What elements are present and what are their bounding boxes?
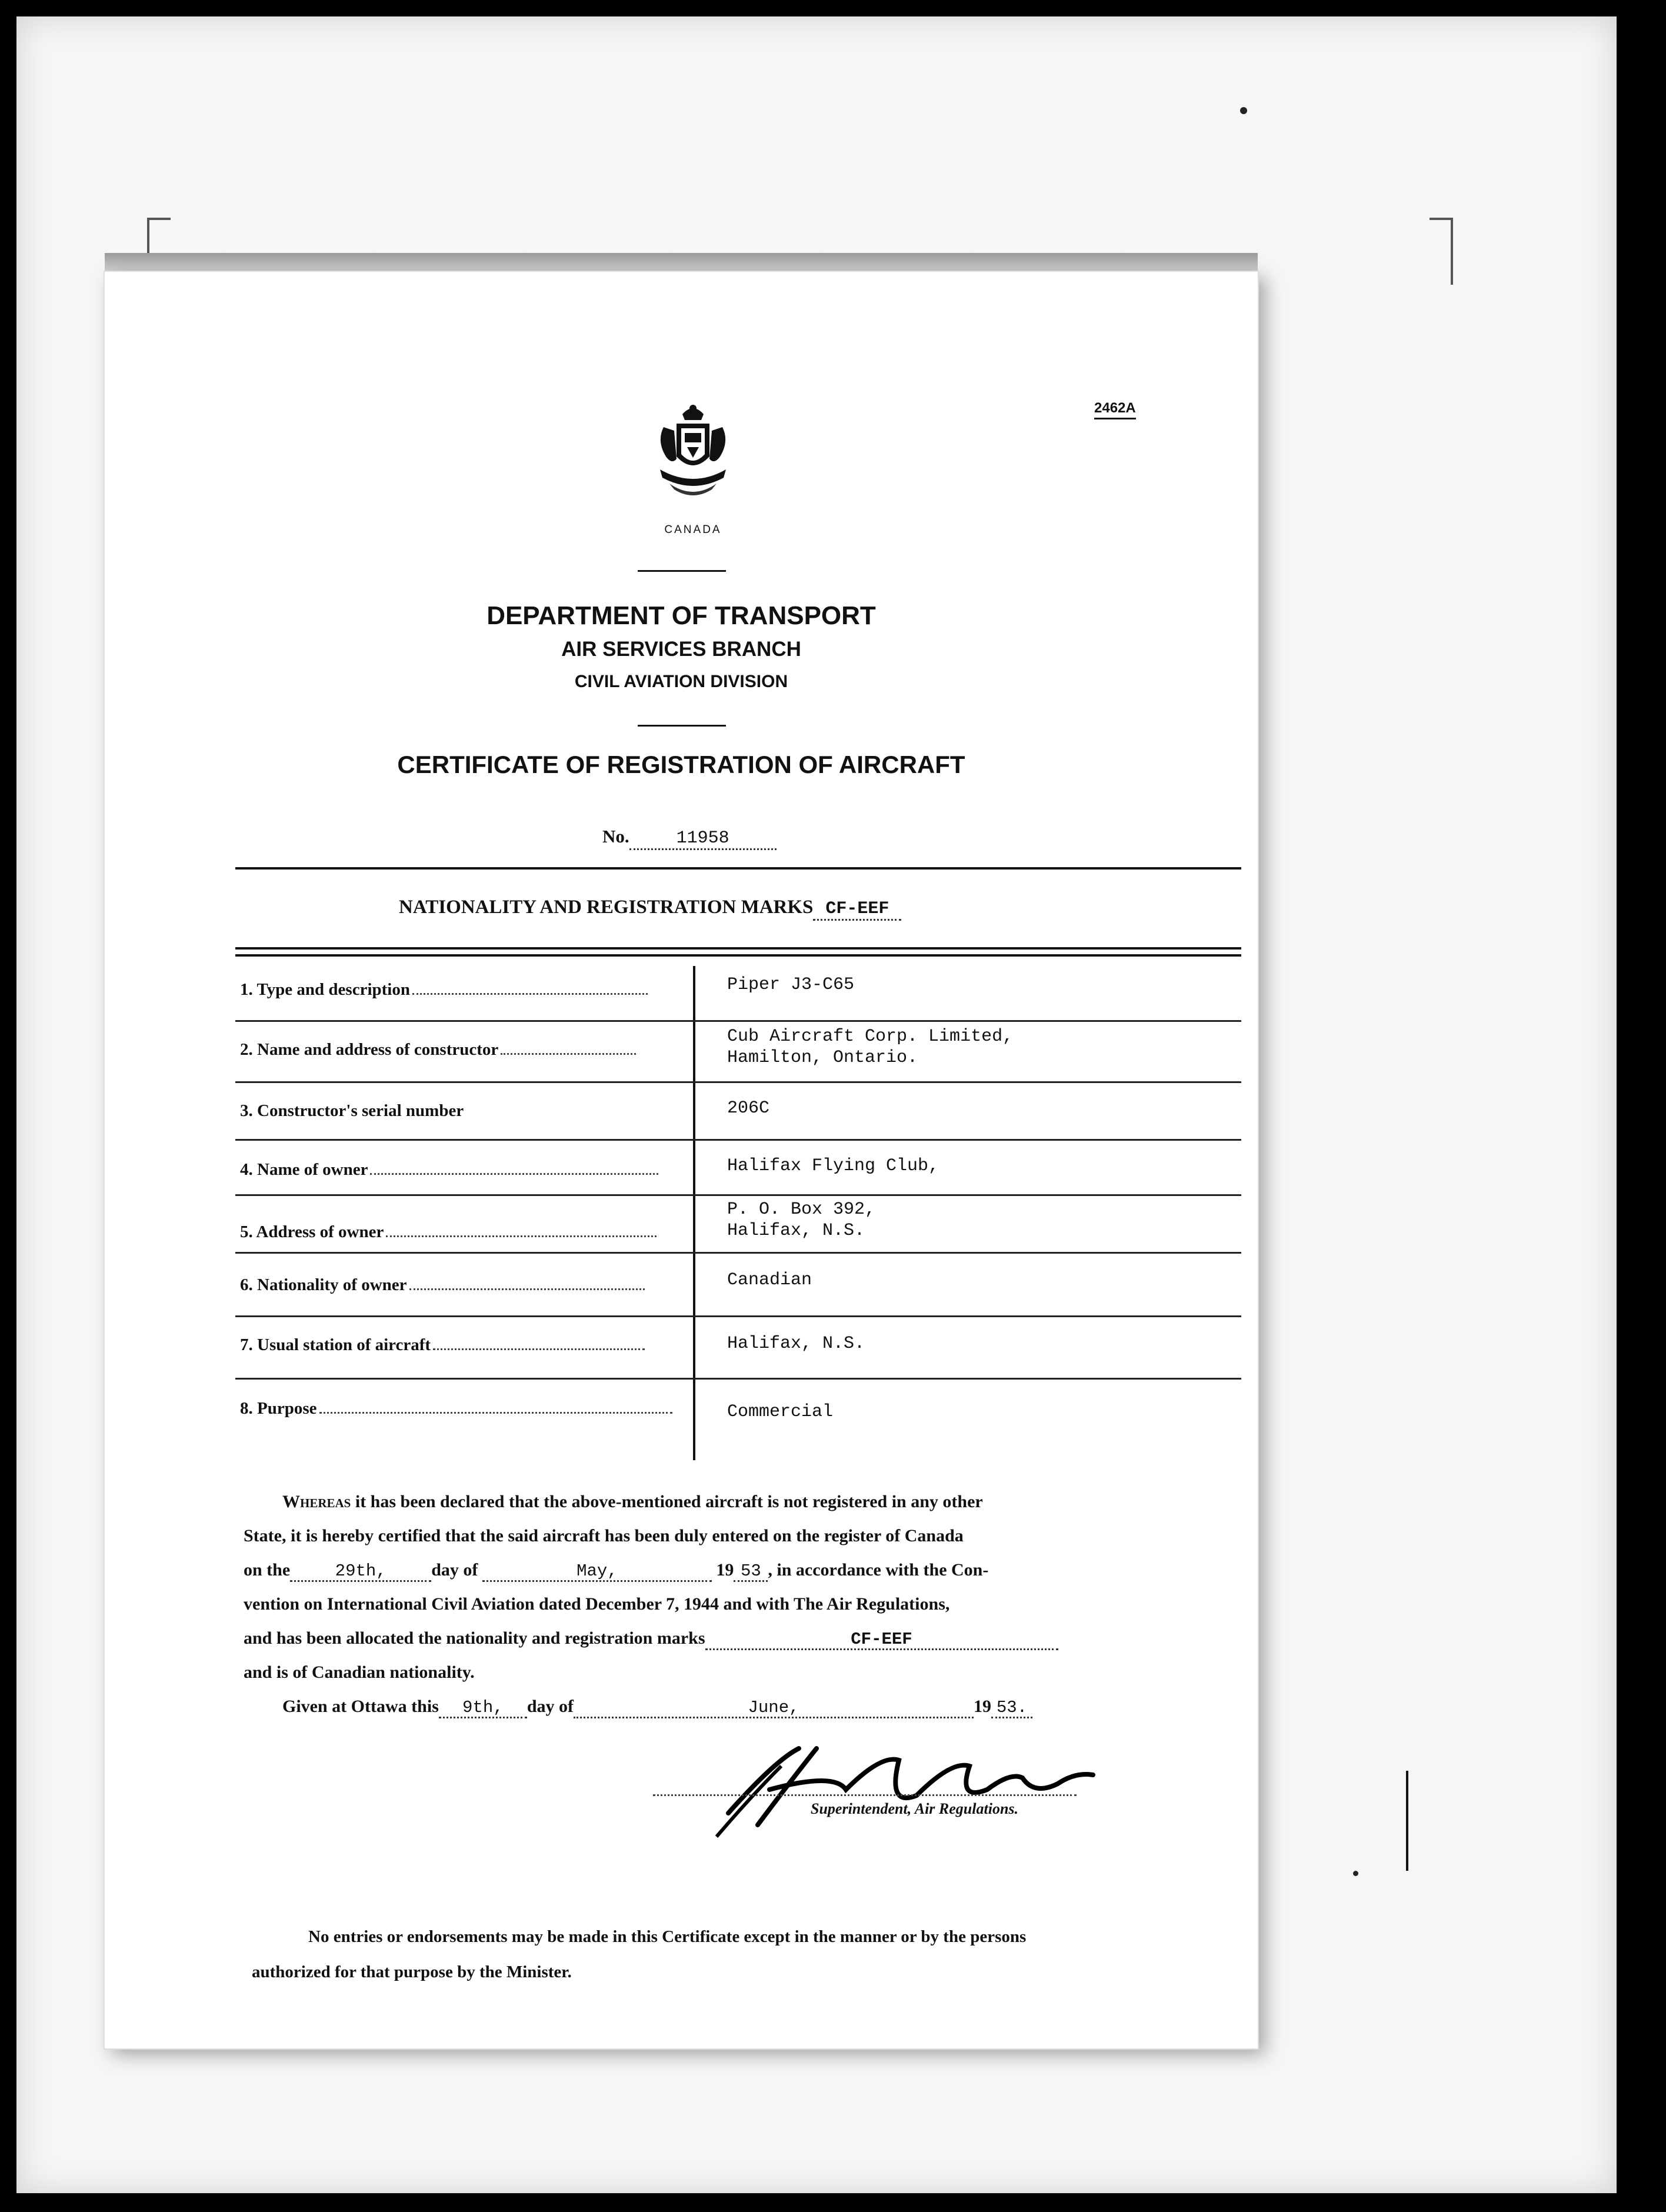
footer-note [252,1919,1252,1990]
certificate-number [602,826,777,850]
field-label: 1. Type and description [240,980,648,1000]
field-value: Canadian [727,1270,812,1290]
registration-marks-value: CF-EEF [813,899,901,921]
field-value: 206C [727,1098,770,1118]
rule [235,954,1241,957]
registration-marks [399,897,901,921]
form-number: 2462A [1094,400,1136,419]
registration-year: 53 [734,1563,768,1582]
field-value: Commercial [727,1402,834,1422]
field-label: 5. Address of owner [240,1222,657,1242]
branch-title: AIR SERVICES BRANCH [561,638,801,661]
certificate-number-value: 11958 [629,828,777,850]
allocated-marks: CF-EEF [705,1631,1058,1650]
division-title: CIVIL AVIATION DIVISION [574,672,788,691]
field-value: Halifax Flying Club, [727,1156,939,1176]
rule [235,867,1241,870]
declaration-line: vention on International Civil Aviation dated December 7, 1944 and with The Air Regulations, [244,1594,950,1614]
field-value: Cub Aircraft Corp. Limited, Hamilton, Ontario. [727,1027,1014,1068]
film-speck [1240,107,1247,114]
given-line: Given at Ottawa this 9th, day of June, 19 53. [244,1690,1244,1724]
certificate-number-label: No. [602,826,629,847]
declaration-line: and has been allocated the nationality and registration marks CF-EEF [244,1621,1244,1655]
given-month: June, [574,1699,974,1718]
certificate-page [105,272,1258,2048]
field-label: 8. Purpose [240,1399,672,1418]
film-speck [1353,1871,1358,1876]
field-label: 7. Usual station of aircraft [240,1335,645,1355]
field-value: Piper J3-C65 [727,975,855,995]
footer-line: No entries or endorsements may be made in this Certificate except in the manner or by the persons [308,1927,1027,1946]
registration-month: May, [482,1563,712,1582]
crop-mark-top-right [1430,218,1453,285]
declaration-paragraph [244,1485,1244,1724]
registration-marks-label: NATIONALITY AND REGISTRATION MARKS [399,897,814,918]
certificate-title: CERTIFICATE OF REGISTRATION OF AIRCRAFT [397,751,965,778]
table-column-divider [693,966,695,1460]
field-label: 4. Name of owner [240,1160,658,1180]
given-day: 9th, [439,1699,527,1718]
declaration-line: Whereas it has been declared that the above-mentioned aircraft is not registered in any other [282,1492,983,1511]
field-value: Halifax, N.S. [727,1334,865,1354]
film-scratch [1406,1771,1408,1871]
signature-line [653,1794,1077,1796]
field-value: P. O. Box 392, Halifax, N.S. [727,1200,876,1241]
declaration-line: and is of Canadian nationality. [244,1663,475,1682]
field-label: 6. Nationality of owner [240,1275,645,1295]
divider [638,725,726,727]
department-title: DEPARTMENT OF TRANSPORT [487,601,876,630]
signatory-title: Superintendent, Air Regulations. [811,1800,1019,1817]
declaration-line: State, it is hereby certified that the said aircraft has been duly entered on the register of Canada [244,1526,964,1545]
given-year: 53. [991,1699,1032,1718]
field-label: 2. Name and address of constructor [240,1040,636,1060]
field-label: 3. Constructor's serial number [240,1101,464,1120]
handwritten-signature [705,1725,1117,1843]
canada-coat-of-arms-icon [646,400,740,503]
registration-day: 29th, [290,1563,431,1582]
crest-caption: CANADA [664,524,722,536]
declaration-line: on the 29th, day of May, 19 53 , in accordance with the Con- [244,1560,989,1581]
footer-line: authorized for that purpose by the Minister. [252,1963,572,1981]
rule [235,947,1241,950]
divider [638,570,726,572]
